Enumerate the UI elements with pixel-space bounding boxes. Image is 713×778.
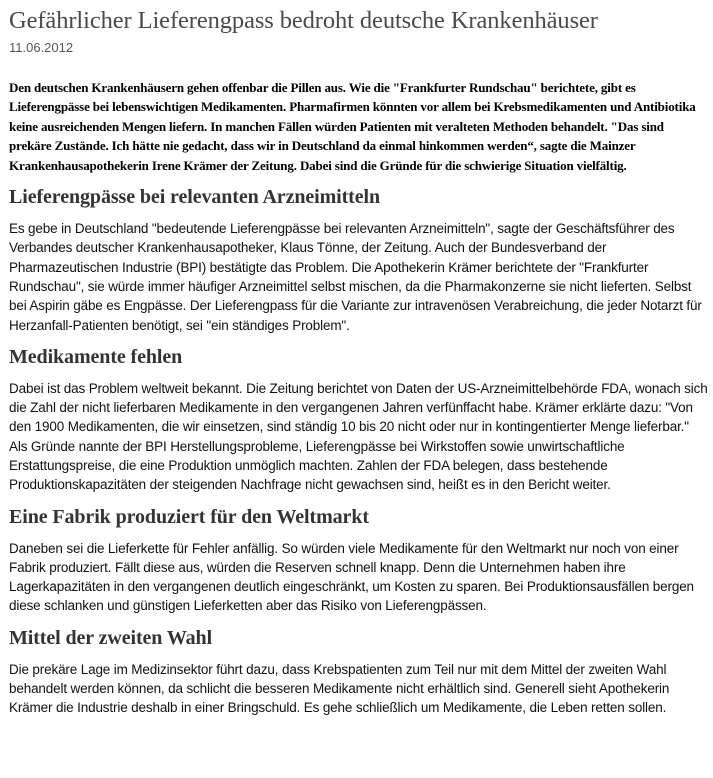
section-heading-lieferengpaesse: Lieferengpässe bei relevanten Arzneimitteln: [9, 186, 381, 209]
article-lead: Den deutschen Krankenhäusern gehen offenbar die Pillen aus. Wie die "Frankfurter Rundschau" berichtete, gibt es Lieferengpässe bei lebenswichtigen Medikamenten. Pharmafirmen könnten vor allem bei Krebsmedikamenten und Antibiotika keine ausreichenden Mengen liefern. In manchen Fällen würden Patienten mit veralteten Methoden behandelt. "Das sind prekäre Zustände. Ich hätte nie gedacht, dass wir in Deutschland da einmal hinkommen werden“, sagte die Mainzer Krankenhausapothekerin Irene Krämer der Zeitung. Dabei sind die Gründe für die schwierige Situation vielfältig.: [9, 80, 696, 173]
section-heading-fabrik: Eine Fabrik produziert für den Weltmarkt: [9, 505, 369, 528]
section-text-lieferengpaesse: Es gebe in Deutschland "bedeutende Lieferengpässe bei relevanten Arzneimitteln", sagte der Geschäftsführer des Verbandes deutscher Krankenhausapotheker, Klaus Tönne, der Zeitung. Auch der Bundesverband der Pharmazeutischen Industrie (BPI) bestätigte das Problem. Die Apothekerin Krämer berichtete der "Frankfurter Rundschau", sie würde immer häufiger Arzneimittel selbst mischen, da die Pharmakonzerne sie nicht lieferten. Selbst bei Aspirin gäbe es Engpässe. Der Lieferengpass für die Variante zur intravenösen Verabreichung, die jeder Notarzt für Herzanfall-Patienten benötigt, sei "ein ständiges Problem".: [9, 221, 702, 333]
article-date: 11.06.2012: [9, 40, 74, 55]
article-title: Gefährlicher Lieferengpass bedroht deutsche Krankenhäuser: [9, 7, 598, 34]
article: [9, 0, 709, 718]
section-text-medikamente-fehlen: Dabei ist das Problem weltweit bekannt. Die Zeitung berichtet von Daten der US-Arzneimittelbehörde FDA, wonach sich die Zahl der nicht lieferbaren Medikamente in den vergangenen Jahren verfünffacht habe. Krämer erklärte dazu: "Von den 1900 Medikamenten, die wir einsetzen, sind ständig 10 bis 20 nicht oder nur in kontingentierter Menge lieferbar." Als Gründe nannte der BPI Herstellungsprobleme, Lieferengpässe bei Wirkstoffen sowie unwirtschaftliche Erstattungspreise, die eine Produktion unmöglich machten. Zahlen der FDA belegen, dass bestehende Produktionskapazitäten der steigenden Nachfrage nicht gewachsen sind, heißt es in den Bericht weiter.: [9, 380, 708, 493]
section-text-fabrik: Daneben sei die Lieferkette für Fehler anfällig. So würden viele Medikamente für den Weltmarkt nur noch von einer Fabrik produziert. Fällt diese aus, würden die Reserven schnell knapp. Denn die Unternehmen haben ihre Lagerkapazitäten in den vergangenen deutlich eingeschränkt, um Kosten zu sparen. Bei Produktionsausfällen bergen diese schlanken und günstigen Lieferketten aber das Risiko von Lieferengpässen.: [9, 540, 694, 614]
section-text-zweite-wahl: Die prekäre Lage im Medizinsektor führt dazu, dass Krebspatienten zum Teil nur mit dem Mittel der zweiten Wahl behandelt werden können, da schlicht die besseren Medikamente nicht erhältlich sind. Generell sieht Apothekerin Krämer die Industrie deshalb in einer Bringschuld. Es gehe schließlich um Medikamente, die Leben retten sollen.: [9, 661, 670, 716]
section-heading-medikamente-fehlen: Medikamente fehlen: [9, 345, 183, 368]
section-heading-zweite-wahl: Mittel der zweiten Wahl: [9, 626, 213, 649]
